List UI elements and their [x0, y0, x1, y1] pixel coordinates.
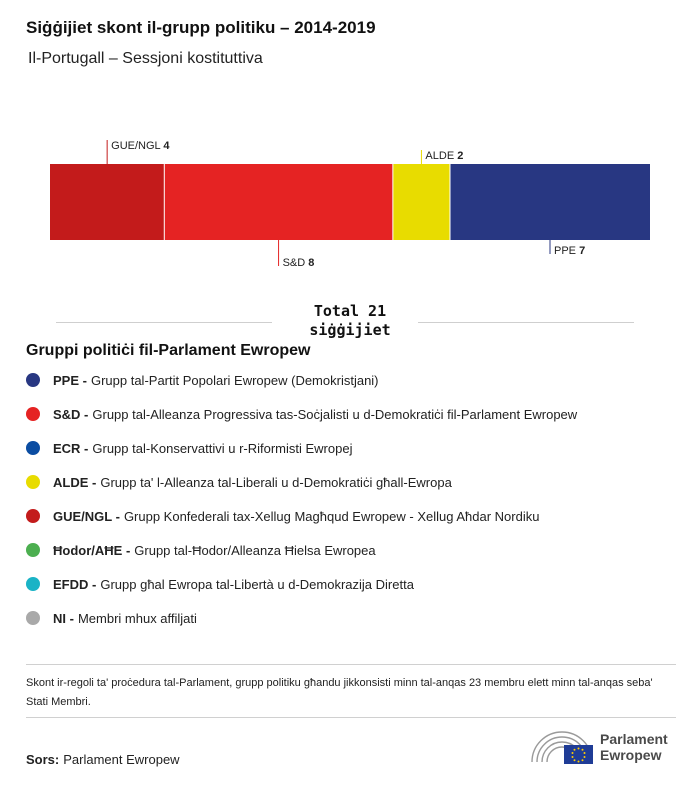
- chart-subtitle: Il-Portugall – Sessjoni kostituttiva: [28, 50, 263, 67]
- data-label-s-d: S&D 8: [282, 257, 315, 269]
- source-value: Parlament Ewropew: [63, 752, 180, 767]
- legend-item-ni: [26, 608, 197, 628]
- logo-line2: Ewropew: [600, 747, 662, 763]
- legend-desc: Grupp Konfederali tax-Xellug Magħqud Ewropew - Xellug Aħdar Nordiku: [123, 508, 540, 524]
- footnote-bottom-rule: [26, 717, 676, 718]
- data-label-ppe: PPE 7: [554, 245, 586, 257]
- legend-item-alde: [26, 472, 452, 492]
- legend-abbr: ALDE -: [53, 474, 97, 490]
- logo-line1: Parlament: [600, 731, 668, 747]
- legend-desc: Grupp ta' l-Alleanza tal-Liberali u d-Demokratiċi għall-Ewropa: [100, 474, 452, 490]
- legend-desc: Grupp tal-Partit Popolari Ewropew (Demokristjani): [90, 372, 379, 388]
- legend-title: Gruppi politiċi fil-Parlament Ewropew: [26, 342, 311, 359]
- total-seats-line2: siġġijiet: [309, 321, 391, 339]
- logo-text: [600, 731, 668, 763]
- legend-desc: Grupp tal-Alleanza Progressiva tas-Soċjalisti u d-Demokratiċi fil-Parlament Ewropew: [92, 406, 578, 422]
- bar-segment-s-d: [164, 164, 393, 240]
- parliament-hemicycle-icon: [530, 728, 594, 766]
- legend-desc: Grupp għal Ewropa tal-Libertà u d-Demokrazija Diretta: [100, 576, 414, 592]
- footnote-top-rule: [26, 664, 676, 665]
- bar-segment-ppe: [450, 164, 650, 240]
- source: [26, 752, 180, 767]
- legend-abbr: S&D -: [53, 406, 89, 422]
- source-label: Sors:: [26, 752, 60, 767]
- legend-dot: [26, 509, 40, 523]
- data-label-gue-ngl: GUE/NGL 4: [111, 140, 170, 152]
- legend-abbr: GUE/NGL -: [53, 508, 120, 524]
- legend-dot: [26, 611, 40, 625]
- legend-dot: [26, 373, 40, 387]
- legend-dot: [26, 441, 40, 455]
- bar-segment-alde: [393, 164, 450, 240]
- legend-item-efdd: [26, 574, 414, 594]
- footnote: Skont ir-regoli ta' proċedura tal-Parlament, grupp politiku għandu jikkonsisti minn tal-anqas 23 membru elett minn tal-anqas seba' Stati Membri.: [26, 677, 653, 708]
- legend-abbr: ECR -: [53, 440, 89, 456]
- legend-item-gue-ngl: [26, 506, 539, 526]
- chart-title: Siġġijiet skont il-grupp politiku – 2014-2019: [26, 18, 376, 37]
- legend-dot: [26, 543, 40, 557]
- legend-dot: [26, 577, 40, 591]
- data-label-alde: ALDE 2: [425, 150, 464, 162]
- total-seats: [0, 302, 700, 340]
- legend-desc: Grupp tal-Konservattivi u r-Riformisti Ewropej: [92, 440, 353, 456]
- legend-abbr: EFDD -: [53, 576, 97, 592]
- legend-dot: [26, 475, 40, 489]
- legend-desc: Grupp tal-Ħodor/Alleanza Ħielsa Ewropea: [134, 542, 376, 558]
- european-parliament-logo: [530, 728, 668, 766]
- legend-abbr: Ħodor/AĦE -: [53, 542, 131, 558]
- total-seats-line1: Total 21: [313, 302, 387, 320]
- legend-item-sd: [26, 404, 577, 424]
- legend-abbr: PPE -: [53, 372, 87, 388]
- legend-item-ecr: [26, 438, 352, 458]
- stacked-bar-chart: [0, 130, 700, 270]
- legend-item-ppe: [26, 370, 379, 390]
- legend-dot: [26, 407, 40, 421]
- legend-desc: Membri mhux affiljati: [77, 610, 197, 626]
- bar-segment-gue-ngl: [50, 164, 164, 240]
- legend-item-greens: [26, 540, 376, 560]
- legend-abbr: NI -: [53, 610, 74, 626]
